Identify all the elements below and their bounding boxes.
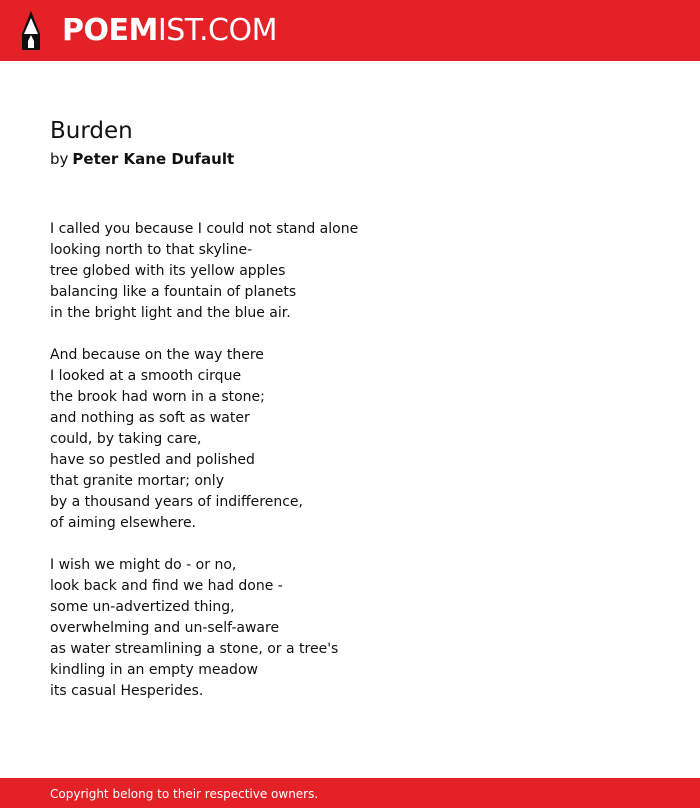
copyright-text: Copyright belong to their respective owners. <box>50 787 319 801</box>
poem-stanza <box>50 219 650 324</box>
by-label: by <box>50 150 69 168</box>
brand-name[interactable] <box>62 10 277 52</box>
brand-light: IST.COM <box>157 13 277 48</box>
poem-line: the brook had worn in a stone; <box>50 389 265 405</box>
poem-line: looking north to that skyline- <box>50 242 253 258</box>
poem-line: of aiming elsewhere. <box>50 515 197 531</box>
author-name[interactable]: Peter Kane Dufault <box>72 150 235 168</box>
site-header <box>0 0 700 61</box>
poem-body <box>50 219 650 723</box>
poem-line: that granite mortar; only <box>50 473 224 489</box>
poem-title: Burden <box>50 118 133 144</box>
poem-line: I wish we might do - or no, <box>50 557 237 573</box>
poem-line: and nothing as soft as water <box>50 410 250 426</box>
poem-line: balancing like a fountain of planets <box>50 284 297 300</box>
poem-line: tree globed with its yellow apples <box>50 263 286 279</box>
poem-stanza <box>50 345 650 534</box>
poem-line: And because on the way there <box>50 347 264 363</box>
byline <box>50 148 234 170</box>
poem-line: I looked at a smooth cirque <box>50 368 242 384</box>
poem-line: by a thousand years of indifference, <box>50 494 303 510</box>
poem-line: some un-advertized thing, <box>50 599 235 615</box>
poem-line: could, by taking care, <box>50 431 202 447</box>
poem-line: I called you because I could not stand alone <box>50 221 359 237</box>
poem-line: kindling in an empty meadow <box>50 662 258 678</box>
poem-line: overwhelming and un-self-aware <box>50 620 280 636</box>
poem-line: have so pestled and polished <box>50 452 255 468</box>
poem-line: in the bright light and the blue air. <box>50 305 291 321</box>
site-footer <box>0 778 700 808</box>
pencil-logo-icon <box>18 10 44 52</box>
poem-line: its casual Hesperides. <box>50 683 204 699</box>
poem-line: look back and find we had done - <box>50 578 283 594</box>
poem-line: as water streamlining a stone, or a tree's <box>50 641 339 657</box>
logo-link[interactable] <box>18 10 44 52</box>
brand-bold: POEM <box>62 13 158 48</box>
poem-stanza <box>50 555 650 702</box>
